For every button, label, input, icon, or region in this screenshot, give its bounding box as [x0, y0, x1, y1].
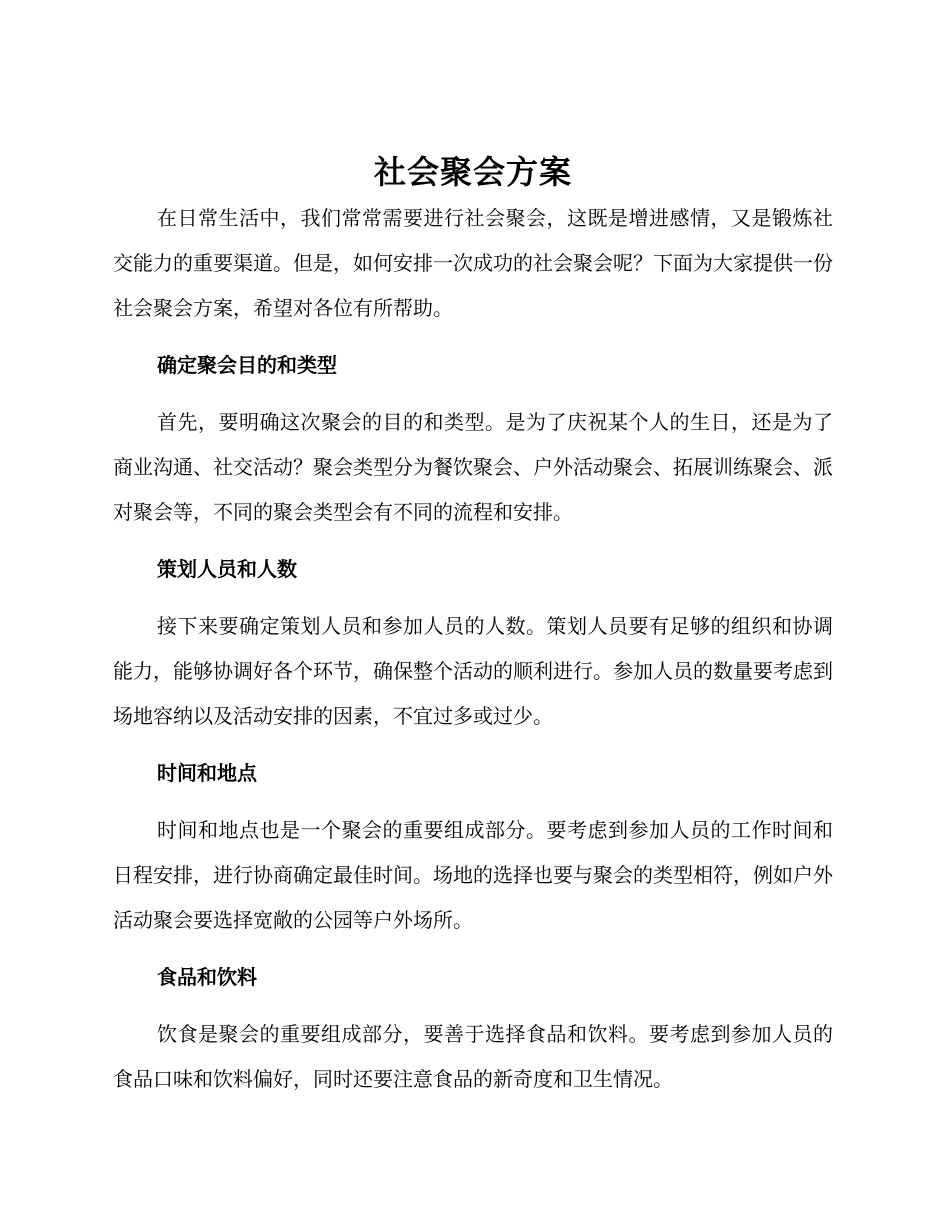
section-purpose-type — [113, 343, 833, 535]
section-body: 接下来要确定策划人员和参加人员的人数。策划人员要有足够的组织和协调能力，能够协调好各个环节，确保整个活动的顺利进行。参加人员的数量要考虑到场地容纳以及活动安排的因素，不宜过多或过少。 — [113, 614, 833, 728]
section-heading: 策划人员和人数 — [157, 557, 297, 581]
section-body: 时间和地点也是一个聚会的重要组成部分。要考虑到参加人员的工作时间和日程安排，进行协商确定最佳时间。场地的选择也要与聚会的类型相符，例如户外活动聚会要选择宽敞的公园等户外场所。 — [113, 818, 833, 932]
document-title: 社会聚会方案 — [373, 153, 572, 191]
section-food-drinks — [113, 955, 833, 1102]
section-time-place — [113, 751, 833, 943]
section-planners-headcount — [113, 547, 833, 739]
section-heading: 时间和地点 — [157, 761, 257, 785]
section-heading: 确定聚会目的和类型 — [157, 353, 337, 377]
section-body: 首先，要明确这次聚会的目的和类型。是为了庆祝某个人的生日，还是为了商业沟通、社交活动？聚会类型分为餐饮聚会、户外活动聚会、拓展训练聚会、派对聚会等，不同的聚会类型会有不同的流程和安排。 — [113, 410, 833, 524]
section-body: 饮食是聚会的重要组成部分，要善于选择食品和饮料。要考虑到参加人员的食品口味和饮料偏好，同时还要注意食品的新奇度和卫生情况。 — [113, 1022, 833, 1091]
document-page — [113, 150, 833, 1102]
intro-paragraph: 在日常生活中，我们常常需要进行社会聚会，这既是增进感情，又是锻炼社交能力的重要渠道。但是，如何安排一次成功的社会聚会呢？下面为大家提供一份社会聚会方案，希望对各位有所帮助。 — [113, 206, 833, 320]
section-heading: 食品和饮料 — [157, 965, 257, 989]
